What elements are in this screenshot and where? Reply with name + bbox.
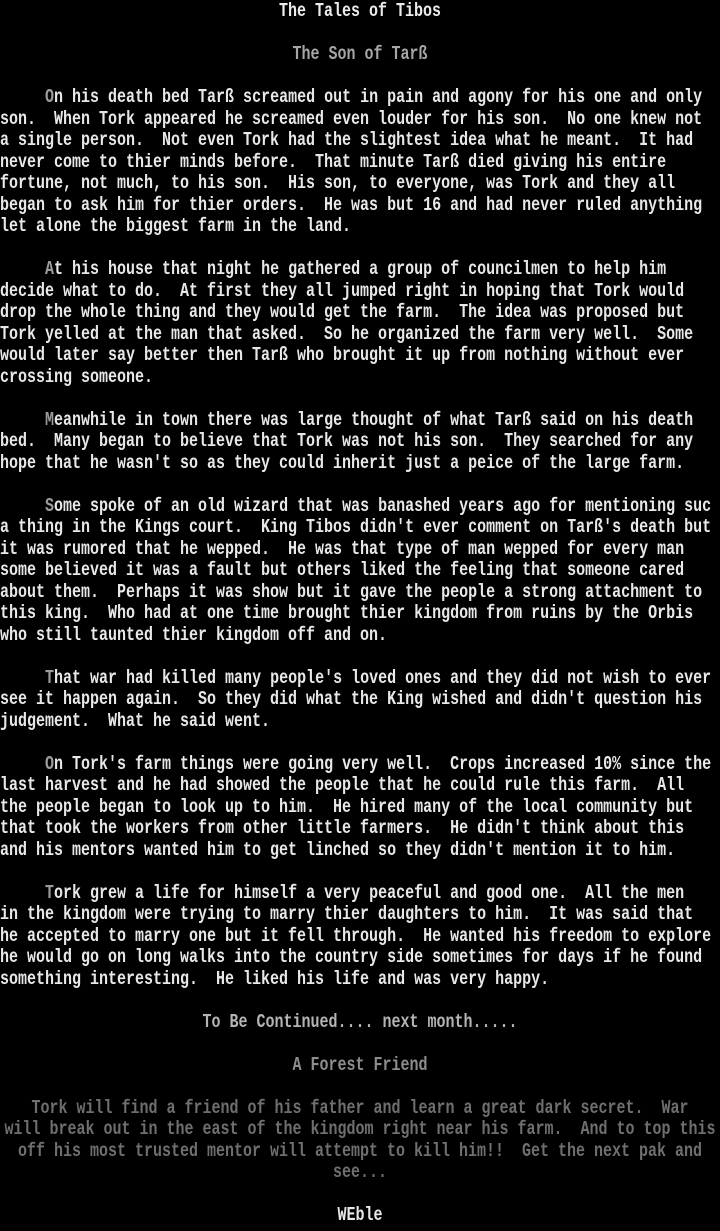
story-line: Tork grew a life for himself a very peaceful and good one. All the men	[45, 882, 685, 904]
story-line: some believed it was a fault but others liked the feeling that someone cared	[0, 559, 685, 582]
story-line: see it happen again. So they did what the King wished and didn't question his	[0, 688, 703, 711]
story-line: At his house that night he gathered a group of councilmen to help him	[45, 258, 667, 281]
paragraph-initial-letter: M	[45, 409, 55, 431]
teaser-line: see...	[332, 1161, 387, 1184]
to-be-continued-note: To Be Continued.... next month.....	[202, 1011, 518, 1033]
story-line: never come to thier minds before. That minute Tarß died giving his entire	[0, 151, 667, 173]
paragraph-initial-letter: A	[45, 258, 55, 281]
story-line: who still taunted thier kingdom off and on.	[0, 624, 388, 646]
story-line: hope that he wasn't so as they could inherit just a peice of the large farm.	[0, 452, 685, 474]
chapter-title: The Son of Tarß	[292, 43, 428, 66]
teaser-line: Tork will find a friend of his father and learn a great dark secret. War	[31, 1097, 689, 1119]
paragraph-initial-letter: T	[45, 667, 55, 689]
story-line: Tork yelled at the man that asked. So he organized the farm very well. Some	[0, 323, 694, 345]
story-line: That war had killed many people's loved ones and they did not wish to ever	[45, 667, 712, 689]
story-line: this king. Who had at one time brought thier kingdom from ruins by the Orbis	[0, 602, 694, 625]
story-line: about them. Perhaps it was show but it gave the people a strong attachment to	[0, 581, 703, 603]
author-credit: WEble	[337, 1204, 383, 1227]
story-line: decide what to do. At first they all jumped right in hoping that Tork would	[0, 280, 685, 302]
story-line: crossing someone.	[0, 366, 154, 388]
story-line: it was rumored that he wepped. He was that type of man wepped for every man	[0, 538, 685, 560]
story-line: fortune, not much, to his son. His son, to everyone, was Tork and they all	[0, 172, 676, 195]
paragraph-initial-letter: O	[45, 86, 55, 109]
next-chapter-title: A Forest Friend	[292, 1054, 428, 1076]
story-line: son. When Tork appeared he screamed even louder for his son. No one knew not	[0, 108, 703, 130]
story-line: Some spoke of an old wizard that was banashed years ago for mentioning suc	[45, 495, 712, 517]
teaser-line: will break out in the east of the kingdom right near his farm. And to top this	[4, 1118, 716, 1141]
story-line: On his death bed Tarß screamed out in pain and agony for his one and only	[45, 86, 703, 109]
story-line: a single person. Not even Tork had the slightest idea what he meant. It had	[0, 129, 694, 152]
teaser-line: off his most trusted mentor will attempt to kill him!! Get the next pak and	[17, 1140, 703, 1162]
story-line: he accepted to marry one but it fell through. He wanted his freedom to explore	[0, 925, 712, 947]
story-line: On Tork's farm things were going very well. Crops increased 10% since the	[45, 753, 712, 775]
story-line: that took the workers from other little farmers. He didn't think about this	[0, 817, 685, 840]
story-line: in the kingdom were trying to marry thier daughters to him. It was said that	[0, 903, 694, 926]
story-line: judgement. What he said went.	[0, 710, 271, 732]
story-line: would later say better then Tarß who brought it up from nothing without ever	[0, 344, 685, 367]
paragraph-initial-letter: S	[45, 495, 55, 517]
story-line: let alone the biggest farm in the land.	[0, 215, 352, 238]
story-line: the people began to look up to him. He hired many of the local community but	[0, 796, 694, 818]
story-line: bed. Many began to believe that Tork was not his son. They searched for any	[0, 430, 694, 453]
story-line: drop the whole thing and they would get the farm. The idea was proposed but	[0, 301, 685, 324]
paragraph-initial-letter: O	[45, 753, 55, 775]
story-line: and his mentors wanted him to get linched so they didn't mention it to him.	[0, 839, 676, 861]
story-line: he would go on long walks into the country side sometimes for days if he found	[0, 946, 703, 969]
story-line: Meanwhile in town there was large thought of what Tarß said on his death	[45, 409, 694, 431]
story-line: began to ask him for thier orders. He was but 16 and had never ruled anything	[0, 194, 703, 216]
story-line: something interesting. He liked his life and was very happy.	[0, 968, 550, 990]
document-title: The Tales of Tibos	[278, 0, 442, 23]
story-line: a thing in the Kings court. King Tibos didn't ever comment on Tarß's death but	[0, 516, 712, 539]
story-line: last harvest and he had showed the people that he could rule this farm. All	[0, 774, 685, 797]
paragraph-initial-letter: T	[45, 882, 55, 904]
